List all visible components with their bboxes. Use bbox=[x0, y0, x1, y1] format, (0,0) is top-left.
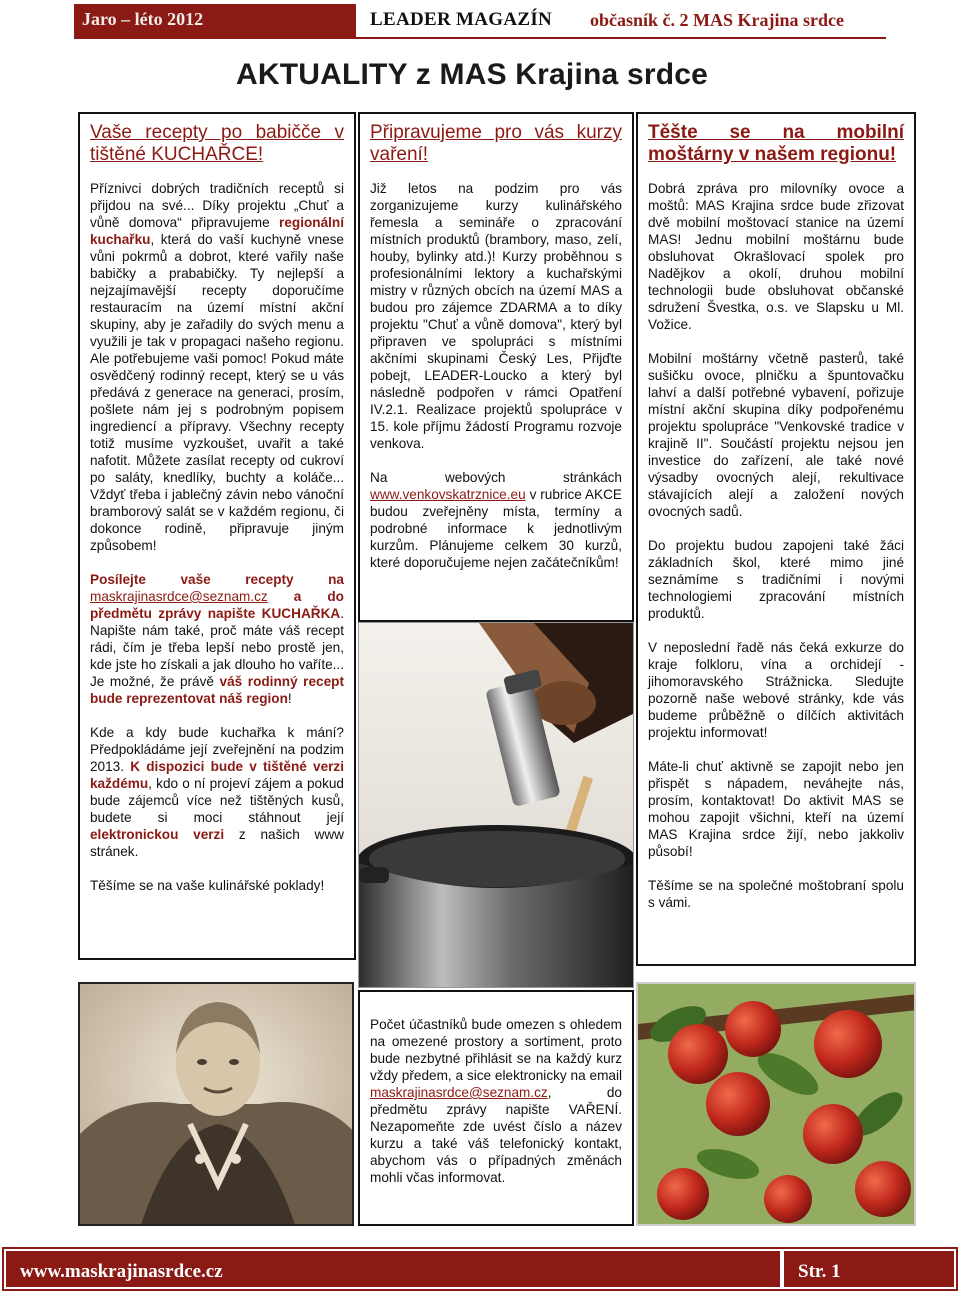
masthead-bar bbox=[74, 4, 886, 37]
page-number: Str. 1 bbox=[784, 1251, 954, 1287]
magazine-name: LEADER MAGAZÍN bbox=[370, 9, 553, 30]
cooking-pot-photo bbox=[358, 622, 634, 988]
article-presses-p5: Máte-li chuť aktivně se zapojit nebo jen přispět s nápadem, neváhejte nás, prosím, kontaktovat! Do aktivit MAS se mohou zapojit všichni, kteří na území MAS Krajina srdce žijí, nebo jakkoliv působí! bbox=[648, 759, 904, 859]
article-recipes-heading: Vaše recepty po babičče v tištěné KUCHAŘCE! bbox=[90, 122, 344, 165]
website-link[interactable]: www.venkovskatrznice.eu bbox=[370, 487, 526, 502]
article-presses-heading: Těšte se na mobilní moštárny v našem regionu! bbox=[648, 122, 904, 165]
article-courses-heading: Připravujeme pro vás kurzy vaření! bbox=[370, 122, 622, 165]
article-presses-p1: Dobrá zpráva pro milovníky ovoce a moštů: MAS Krajina srdce bude zřizovat dvě mobilní moštovací stanice na území MAS! Jednu mobilní moštárnu bude obsluhovat Okrašlovací spolek pro Nadějkov a okolí, druhou mobilní technologii bude obsluhovat občanské sdružení Švestka, o.s. ve Slapsku u Ml. Vožice. bbox=[648, 181, 904, 332]
page-title: AKTUALITY z MAS Krajina srdce bbox=[236, 58, 709, 91]
course-registration-note bbox=[358, 990, 634, 1226]
article-recipes-closing: Těšíme se na vaše kulinářské poklady! bbox=[90, 878, 325, 893]
masthead-rule bbox=[74, 37, 886, 39]
article-recipes-availability: Kde a kdy bude kuchařka k mání? Předpokládáme její zveřejnění na podzim 2013. K dispozici bude v tištěné verzi každému, kdo o ní projeví zájem a pokud bude zájemců více než tištěných kusů, budete si moci stáhnout její elektronickou verzi z našich www stránek. bbox=[90, 725, 344, 859]
article-presses-p6: Těšíme se na společné moštobraní spolu s vámi. bbox=[648, 878, 904, 910]
issue-number: občasník č. 2 MAS Krajina srdce bbox=[590, 10, 844, 30]
article-courses-web: Na webových stránkách www.venkovskatrznice.eu v rubrice AKCE budou zveřejněny místa, termíny a podrobné informace k jednotlivým kurzům. Plánujeme celkem 30 kurzů, které doporučujeme nejen začátečníkům! bbox=[370, 470, 623, 570]
apples-photo bbox=[636, 982, 916, 1226]
grandmother-photo bbox=[78, 982, 354, 1226]
page-footer bbox=[2, 1247, 958, 1291]
article-presses-p4: V neposlední řadě nás čeká exkurze do kraje folkloru, vína a orchidejí - jihomoravského Strážnicka. Sledujte pozorně naše webové stránky, kde vás budeme průběžně o dílčích aktivitách projektu informovat! bbox=[648, 640, 904, 740]
article-recipes bbox=[78, 112, 356, 960]
email-link[interactable]: maskrajinasrdce@seznam.cz bbox=[90, 589, 268, 604]
article-cooking-courses bbox=[358, 112, 634, 622]
article-mobile-presses bbox=[636, 112, 916, 966]
article-courses-body: Již letos na podzim pro vás zorganizujeme kurzy kulinářského řemesla a semináře o zpracování místních produktů (brambory, maso, zelí, houby, bylinky atd.)! Kurzy proběhnou s profesionálními lektory a kuchařskými mistry v různých obcích na území MAS a budou pro zájemce ZDARMA a to díky projektu "Chuť a vůně domova", který byl připraven ve spolupráci s místními akčními skupinami Český Les, Přijďte pobejt, LEADER-Loucko a který byl následně podpořen v rámci Opatření IV.2.1. Realizace projektů spolupráce v 15. kole příjmu žádostí Programu rozvoje venkova. bbox=[370, 181, 622, 451]
registration-text: Počet účastníků bude omezen s ohledem na omezené prostory a sortiment, proto bude nezbytné přihlásit se na každý kurz vždy předem, a sice elektronicky na email maskrajinasrdce@seznam.cz, do předmětu zprávy napište VAŘENÍ. Nezapomeňte zde uvést číslo a název kurzu a také váš telefonický kontakt, abychom vás o případných změnách mohli včas informovat. bbox=[370, 1017, 622, 1185]
issue-season: Jaro – léto 2012 bbox=[74, 4, 356, 37]
article-recipes-call: Posílejte vaše recepty na maskrajinasrdce@seznam.cz a do předmětu zprávy napište KUCHAŘKA. Napište nám také, proč máte váš recept rádi, čím je třeba lepší nebo prostě jen, kde jste ho získali a jak dlouho ho vaříte... Je možné, že právě váš rodinný recept bude reprezentovat náš region! bbox=[90, 572, 344, 706]
article-presses-p3: Do projektu budou zapojeni také žáci základních škol, které mimo jiné seznámíme s tradičními i novými technologiemi zpracování místních produktů. bbox=[648, 538, 904, 621]
article-presses-p2: Mobilní moštárny včetně pasterů, také sušičku ovoce, plničku a špuntovačku lahví a další potřebné vybavení, pořizuje místní akční skupina díky podpořenému projektu spolupráce "Venkovské tradice v krajině II". Součástí projektu nejsou jen investice do zařízení, ale také nové výsadby ovocných alejí, rekultivace stávajících alejí a založení nových ovocných sadů. bbox=[648, 351, 904, 519]
article-recipes-intro: Příznivci dobrých tradičních receptů si přijdou na své... Díky projektu „Chuť a vůně domova“ připravujeme regionální kuchařku, která do vaší kuchyně vnese vůni pokrmů a dobrot, které vařily naše babičky a prababičky. Ty nejlepší a nejzajímavější recepty doporučíme restauracím na území místní akční skupiny, aby je zařadily do svých menu a využili je tak v propagaci našeho regionu. Ale potřebujeme vaši pomoc! Pokud máte osvědčený rodinný recept, který se u vás předává z generace na generaci, prosím, pošlete nám jej s podrobným popisem ingrediencí a přípravy. Všechny recepty totiž musíme vyzkoušet, uvařit a také nafotit. Můžete zasílat recepty od cukroví po saláty, knedlíky, buchty a koláče... Vždyť třeba i jablečný závin nebo vánoční bramborový salát se v každém regionu, či dokonce rodině, připravuje jiným způsobem! bbox=[90, 181, 345, 553]
footer-website[interactable]: www.maskrajinasrdce.cz bbox=[6, 1251, 780, 1287]
registration-email-link[interactable]: maskrajinasrdce@seznam.cz bbox=[370, 1085, 548, 1100]
